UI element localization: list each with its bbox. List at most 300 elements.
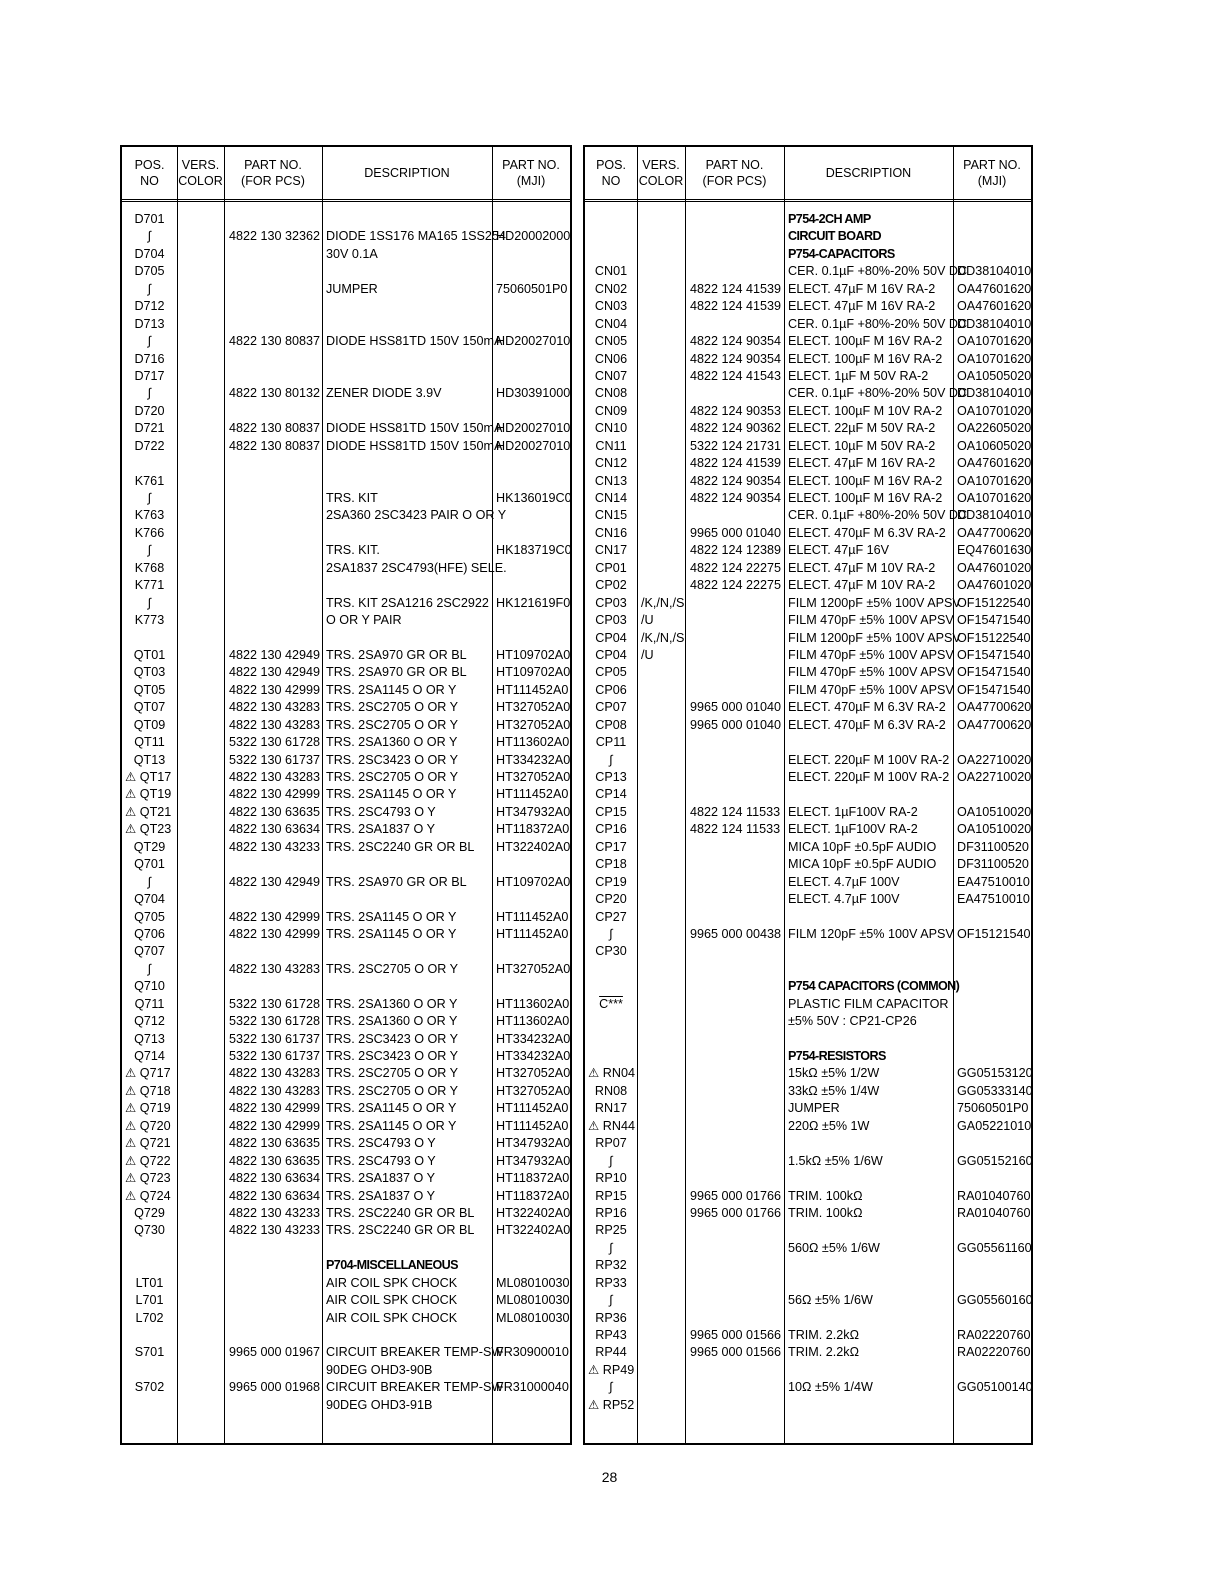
right-cell-pos: RP33	[595, 1275, 627, 1290]
left-cell-pos: D712	[134, 299, 165, 314]
right-header-vers-color: VERS. COLOR	[638, 158, 684, 188]
table-row	[585, 438, 1031, 455]
left-cell-pos: Q714	[134, 1049, 165, 1063]
table-row	[585, 996, 1031, 1013]
right-header-pos-no: POS. NO	[596, 158, 626, 188]
right-cell-pos: RN17	[594, 1101, 628, 1116]
table-row	[122, 1379, 570, 1396]
table-row	[122, 926, 570, 943]
left-cell-pos: ⚠ Q723	[125, 1171, 171, 1186]
left-cell-mji: FR30900010	[496, 1345, 569, 1360]
left-cell-mji: HT118372A0	[496, 1171, 570, 1186]
left-cell-mji: 75060501P0	[496, 281, 568, 296]
left-cell-pos: ⚠ Q724	[125, 1188, 171, 1203]
right-cell-mji: RA01040760	[957, 1205, 1031, 1220]
table-row	[585, 699, 1031, 716]
left-cell-mji: HK136019C0	[496, 491, 572, 505]
left-cell-desc: ZENER DIODE 3.9V	[326, 386, 442, 401]
left-cell-desc: TRS. 2SA1360 O OR Y	[326, 1014, 458, 1029]
left-cell-pos: QT07	[133, 700, 166, 715]
right-header-part-no-pcs: PART NO. (FOR PCS)	[702, 158, 767, 188]
table-row	[585, 1188, 1031, 1205]
right-cell-desc: FILM 1200pF ±5% 100V APSV	[788, 630, 961, 645]
right-cell-pos: C***	[599, 996, 623, 1011]
right-cell-mji: GG05152160	[957, 1153, 1033, 1168]
right-cell-pos: CP04	[595, 630, 627, 645]
right-cell-pos: ∫	[609, 752, 613, 767]
table-row	[585, 246, 1031, 263]
table-row	[122, 1100, 570, 1117]
right-cell-desc: 56Ω ±5% 1/6W	[788, 1293, 873, 1308]
table-row	[122, 385, 570, 402]
left-cell-pos: D701	[134, 212, 165, 226]
left-cell-mji: HT334232A0	[496, 1031, 571, 1046]
left-cell-mji: HT111452A0	[496, 909, 569, 924]
right-cell-pos: ∫	[609, 926, 613, 941]
right-cell-partno: 9965 000 01766	[690, 1205, 782, 1220]
table-row	[585, 1100, 1031, 1117]
right-cell-pos: CN04	[594, 316, 628, 331]
table-row	[122, 595, 570, 612]
table-row	[585, 1379, 1031, 1396]
left-cell-desc: AIR COIL SPK CHOCK	[326, 1310, 458, 1325]
right-cell-pos: RP25	[595, 1223, 627, 1238]
right-cell-pos: CN08	[594, 386, 628, 401]
left-cell-mji: FR31000040	[496, 1380, 569, 1395]
table-row	[122, 420, 570, 437]
right-cell-mji: GG05561160	[957, 1240, 1032, 1255]
right-cell-mji: OA10701620	[957, 491, 1032, 505]
left-cell-pos: ⚠ Q717	[125, 1066, 171, 1081]
table-row	[122, 298, 570, 315]
left-cell-pos: Q704	[134, 892, 165, 907]
right-cell-desc: 10Ω ±5% 1/4W	[788, 1380, 873, 1395]
right-cell-partno: 9965 000 01766	[690, 1188, 782, 1203]
table-row	[122, 438, 570, 455]
left-cell-desc: TRS. 2SC2240 GR OR BL	[326, 839, 475, 854]
table-row	[122, 699, 570, 716]
right-cell-desc: CER. 0.1µF +80%-20% 50V DC	[788, 264, 968, 279]
right-cell-pos: CN12	[594, 456, 628, 471]
left-header-pos-no: POS. NO	[134, 158, 165, 188]
left-cell-pos: ∫	[147, 543, 152, 558]
left-cell-desc: TRS. 2SA1837 O Y	[326, 822, 435, 837]
right-cell-mji: GG05100140	[957, 1380, 1033, 1395]
left-cell-partno: 5322 130 61737	[229, 1049, 321, 1063]
left-cell-desc: TRS. 2SC2240 GR OR BL	[326, 1223, 475, 1238]
table-row	[585, 1397, 1031, 1414]
table-row	[585, 1170, 1031, 1187]
left-cell-pos: Q711	[134, 996, 165, 1011]
table-row	[122, 891, 570, 908]
right-cell-pos: CP05	[595, 665, 627, 680]
right-cell-partno: 4822 124 11533	[690, 822, 781, 837]
left-cell-partno: 4822 130 43283	[229, 1066, 321, 1081]
table-row	[122, 403, 570, 420]
table-row	[122, 263, 570, 280]
table-row	[122, 978, 570, 995]
right-cell-partno: 4822 124 90354	[690, 491, 782, 505]
table-row	[122, 507, 570, 524]
left-cell-desc: AIR COIL SPK CHOCK	[326, 1275, 458, 1290]
right-cell-desc: TRIM. 100kΩ	[788, 1205, 863, 1220]
right-cell-mji: 75060501P0	[957, 1101, 1029, 1116]
table-row	[122, 542, 570, 559]
left-cell-pos: Q713	[134, 1031, 165, 1046]
left-cell-desc: TRS. 2SA1360 O OR Y	[326, 735, 458, 750]
right-cell-desc: P754-2CH AMP	[788, 212, 871, 226]
right-cell-pos: RP32	[595, 1258, 627, 1273]
right-cell-mji: OA47601620	[957, 281, 1032, 296]
table-row	[122, 856, 570, 873]
right-cell-pos: ⚠ RP52	[588, 1397, 635, 1412]
right-cell-pos: CP07	[595, 700, 627, 715]
left-cell-mji: HK183719C0	[496, 543, 572, 558]
table-row	[122, 961, 570, 978]
left-cell-partno: 9965 000 01967	[229, 1345, 321, 1360]
left-cell-partno: 4822 130 43283	[229, 700, 321, 715]
right-cell-pos: CN16	[594, 525, 628, 540]
table-row	[122, 228, 570, 245]
left-cell-partno: 5322 130 61728	[229, 1014, 321, 1029]
left-cell-partno: 4822 130 43283	[229, 770, 321, 784]
table-row	[122, 909, 570, 926]
left-cell-desc: TRS. 2SA1837 O Y	[326, 1188, 435, 1203]
right-cell-pos: RP10	[595, 1171, 627, 1186]
left-cell-desc: 30V 0.1A	[326, 246, 378, 261]
right-cell-desc: ELECT. 47µF M 16V RA-2	[788, 456, 936, 471]
right-cell-partno: 4822 124 90354	[690, 473, 782, 488]
right-table-body	[585, 211, 1031, 1414]
left-cell-pos: QT01	[133, 647, 166, 662]
right-cell-pos: CP01	[595, 560, 627, 575]
table-row	[585, 1240, 1031, 1257]
right-cell-partno: 5322 124 21731	[690, 438, 782, 453]
left-cell-mji: HT111452A0	[496, 682, 569, 697]
right-cell-mji: OA47601620	[957, 456, 1032, 471]
right-cell-pos: CP11	[595, 735, 627, 750]
right-cell-mji: OF15122540	[957, 630, 1031, 645]
left-cell-desc: TRS. 2SA1145 O OR Y	[326, 909, 457, 924]
table-row	[585, 211, 1031, 228]
right-header-description: DESCRIPTION	[825, 166, 912, 180]
right-cell-pos: CN15	[594, 508, 628, 523]
table-row	[585, 263, 1031, 280]
right-cell-mji: GG05153120	[957, 1066, 1033, 1081]
left-cell-partno: 4822 130 43233	[229, 1205, 321, 1220]
table-row	[122, 1205, 570, 1222]
right-cell-desc: P754-CAPACITORS	[788, 246, 895, 261]
left-cell-mji: HT334232A0	[496, 1049, 571, 1063]
left-cell-pos: ∫	[147, 874, 152, 889]
table-row	[122, 943, 570, 960]
right-cell-mji: EA47510010	[957, 874, 1030, 889]
left-cell-desc: JUMPER	[326, 281, 378, 296]
table-row	[122, 647, 570, 664]
table-row	[122, 1327, 570, 1344]
right-cell-mji: DD38104010	[957, 316, 1032, 331]
right-cell-desc: CER. 0.1µF +80%-20% 50V DC	[788, 508, 968, 523]
table-row	[122, 490, 570, 507]
left-cell-desc: TRS. 2SA970 GR OR BL	[326, 665, 467, 680]
table-row	[585, 856, 1031, 873]
right-cell-pos: ∫	[609, 1293, 613, 1308]
right-cell-desc: P754-RESISTORS	[788, 1049, 886, 1063]
left-cell-mji: HD20027010	[496, 334, 571, 349]
right-cell-desc: ELECT. 1µF100V RA-2	[788, 822, 918, 837]
right-cell-partno: 4822 124 41539	[690, 299, 782, 314]
table-row	[122, 316, 570, 333]
left-cell-partno: 9965 000 01968	[229, 1380, 321, 1395]
right-cell-partno: 9965 000 01566	[690, 1345, 782, 1360]
right-cell-mji: OA47700620	[957, 700, 1032, 715]
right-cell-pos: ⚠ RN04	[588, 1066, 635, 1081]
right-cell-vers: /U	[641, 647, 654, 662]
table-row	[585, 821, 1031, 838]
right-cell-mji: GG05333140	[957, 1083, 1033, 1098]
right-cell-mji: OA10701620	[957, 351, 1032, 366]
left-cell-desc: DIODE 1SS176 MA165 1SS254	[326, 229, 506, 244]
right-cell-pos: CP04	[595, 647, 627, 662]
left-cell-mji: HT111452A0	[496, 1101, 569, 1116]
left-cell-pos: QT03	[133, 665, 166, 680]
left-header-description: DESCRIPTION	[364, 166, 450, 180]
right-cell-partno: 4822 124 90354	[690, 334, 782, 349]
right-cell-mji: OA47700620	[957, 525, 1032, 540]
left-cell-desc: TRS. 2SA1145 O OR Y	[326, 926, 457, 941]
left-cell-pos: ∫	[147, 595, 152, 610]
left-cell-pos: D713	[134, 316, 165, 331]
left-cell-desc: TRS. 2SA1145 O OR Y	[326, 1118, 457, 1133]
left-header-part-no-pcs: PART NO. (FOR PCS)	[241, 158, 305, 188]
left-cell-desc: TRS. 2SA1145 O OR Y	[326, 682, 457, 697]
right-cell-vers: /K,/N,/S	[641, 595, 685, 610]
left-cell-pos: ⚠ Q722	[125, 1153, 171, 1168]
table-row	[122, 455, 570, 472]
left-cell-pos: Q730	[134, 1223, 165, 1238]
table-row	[122, 333, 570, 350]
table-row	[122, 664, 570, 681]
table-row	[122, 786, 570, 803]
right-cell-pos: RP43	[595, 1328, 627, 1342]
right-cell-desc: ELECT. 100µF M 16V RA-2	[788, 473, 943, 488]
left-cell-pos: ⚠ Q718	[125, 1083, 171, 1098]
right-cell-mji: RA02220760	[957, 1328, 1031, 1342]
right-cell-mji: OA22710020	[957, 752, 1032, 767]
right-cell-desc: ELECT. 100µF M 16V RA-2	[788, 351, 943, 366]
right-cell-desc: ELECT. 1µF100V RA-2	[788, 804, 918, 819]
table-row	[122, 769, 570, 786]
table-row	[122, 281, 570, 298]
right-cell-desc: CER. 0.1µF +80%-20% 50V DC	[788, 386, 968, 401]
right-cell-mji: DD38104010	[957, 386, 1032, 401]
right-cell-pos: ∫	[609, 1380, 613, 1395]
table-row	[585, 228, 1031, 245]
left-cell-mji: HT113602A0	[496, 1014, 570, 1029]
table-row	[122, 839, 570, 856]
left-cell-mji: HT327052A0	[496, 1083, 571, 1098]
left-cell-desc: O OR Y PAIR	[326, 613, 402, 628]
table-row	[122, 1188, 570, 1205]
right-cell-desc: ELECT. 220µF M 100V RA-2	[788, 770, 950, 784]
right-cell-mji: OA10510020	[957, 804, 1032, 819]
left-cell-desc: TRS. 2SA970 GR OR BL	[326, 647, 467, 662]
left-cell-mji: HT109702A0	[496, 647, 571, 662]
right-cell-mji: DD38104010	[957, 508, 1032, 523]
left-cell-partno: 4822 130 43233	[229, 1223, 321, 1238]
right-cell-partno: 9965 000 01040	[690, 717, 782, 732]
right-cell-mji: OF15471540	[957, 665, 1031, 680]
left-cell-mji: ML08010030	[496, 1310, 570, 1325]
left-cell-partno: 4822 130 43283	[229, 717, 321, 732]
left-cell-partno: 4822 130 63634	[229, 822, 321, 837]
table-row	[122, 1083, 570, 1100]
table-row	[585, 1048, 1031, 1065]
right-cell-mji: OF15121540	[957, 926, 1031, 941]
left-cell-mji: HT334232A0	[496, 752, 571, 767]
left-cell-pos: K773	[134, 613, 165, 628]
right-cell-desc: 15kΩ ±5% 1/2W	[788, 1066, 880, 1081]
left-cell-partno: 4822 130 63634	[229, 1188, 321, 1203]
right-cell-pos: CN09	[594, 403, 628, 418]
right-cell-pos: CP27	[595, 909, 627, 924]
right-cell-partno: 4822 124 90354	[690, 351, 782, 366]
right-cell-pos: RP15	[595, 1188, 627, 1203]
table-row	[585, 978, 1031, 995]
right-cell-pos: CP06	[595, 682, 627, 697]
right-cell-desc: FILM 470pF ±5% 100V APSV	[788, 682, 954, 697]
right-cell-mji: DD38104010	[957, 264, 1032, 279]
table-row	[585, 1362, 1031, 1379]
right-cell-pos: ∫	[609, 1240, 613, 1255]
left-cell-partno: 4822 130 80132	[229, 386, 321, 401]
table-row	[585, 1083, 1031, 1100]
left-cell-mji: HT322402A0	[496, 839, 571, 854]
left-cell-pos: D716	[134, 351, 165, 366]
left-cell-pos: ⚠ QT23	[125, 822, 172, 837]
table-row	[585, 682, 1031, 699]
left-cell-pos: D722	[134, 438, 165, 453]
right-cell-partno: 4822 124 90362	[690, 421, 782, 436]
left-cell-desc: P704-MISCELLANEOUS	[326, 1258, 458, 1273]
right-cell-desc: ELECT. 220µF M 100V RA-2	[788, 752, 950, 767]
right-cell-mji: OA10505020	[957, 368, 1032, 383]
table-row	[585, 525, 1031, 542]
left-cell-desc: TRS. 2SC2705 O OR Y	[326, 717, 459, 732]
right-cell-pos: CN03	[594, 299, 628, 314]
left-cell-partno: 4822 130 42999	[229, 682, 321, 697]
table-row	[122, 473, 570, 490]
left-cell-pos: QT05	[133, 682, 166, 697]
right-cell-mji: EQ47601630	[957, 543, 1032, 558]
right-cell-mji: OA22605020	[957, 421, 1032, 436]
right-cell-mji: OF15471540	[957, 682, 1031, 697]
table-row	[585, 420, 1031, 437]
table-row	[122, 804, 570, 821]
table-row	[122, 1292, 570, 1309]
left-cell-pos: L702	[135, 1310, 164, 1325]
table-row	[122, 1153, 570, 1170]
table-row	[585, 455, 1031, 472]
left-cell-desc: 2SA360 2SC3423 PAIR O OR Y	[326, 508, 507, 523]
right-cell-pos: CN06	[594, 351, 628, 366]
table-row	[122, 1048, 570, 1065]
right-cell-desc: 33kΩ ±5% 1/4W	[788, 1083, 880, 1098]
left-cell-partno: 4822 130 43283	[229, 961, 321, 976]
right-header-rule	[585, 199, 1031, 202]
table-row	[122, 1135, 570, 1152]
right-cell-partno: 9965 000 01040	[690, 700, 782, 715]
left-cell-pos: QT29	[133, 839, 166, 854]
left-cell-partno: 4822 130 63635	[229, 804, 321, 819]
right-cell-pos: RP16	[595, 1205, 627, 1220]
left-cell-pos: Q707	[134, 944, 165, 959]
left-cell-mji: HT347932A0	[496, 1153, 571, 1168]
left-cell-pos: L701	[135, 1293, 164, 1308]
left-cell-desc: TRS. 2SC2705 O OR Y	[326, 700, 459, 715]
right-header-part-no-mji: PART NO. (MJI)	[963, 158, 1021, 188]
right-cell-mji: DF31100520	[957, 839, 1029, 854]
left-cell-partno: 4822 130 42999	[229, 1118, 321, 1133]
table-row	[585, 368, 1031, 385]
left-cell-partno: 4822 130 42999	[229, 909, 321, 924]
right-cell-desc: ELECT. 100µF M 10V RA-2	[788, 403, 943, 418]
right-cell-desc: 1.5kΩ ±5% 1/6W	[788, 1153, 883, 1168]
table-row	[585, 1222, 1031, 1239]
right-cell-pos: CP20	[595, 892, 627, 907]
left-cell-pos: D705	[134, 264, 165, 279]
left-cell-pos: ∫	[147, 961, 152, 976]
right-cell-pos: CN17	[594, 543, 628, 558]
table-row	[122, 1118, 570, 1135]
left-cell-partno: 4822 130 63634	[229, 1171, 321, 1186]
table-row	[585, 717, 1031, 734]
left-cell-desc: TRS. KIT 2SA1216 2SC2922	[326, 595, 489, 610]
right-cell-desc: ELECT. 47µF M 10V RA-2	[788, 578, 936, 593]
left-table-body	[122, 211, 570, 1414]
left-cell-pos: ∫	[147, 386, 152, 401]
table-row	[122, 368, 570, 385]
left-cell-mji: HT322402A0	[496, 1205, 571, 1220]
right-cell-pos: ⚠ RN44	[588, 1118, 635, 1133]
left-cell-pos: Q712	[134, 1014, 165, 1029]
right-cell-partno: 4822 124 22275	[690, 578, 782, 593]
left-cell-desc: TRS. 2SA1145 O OR Y	[326, 1101, 457, 1116]
right-cell-desc: CIRCUIT BOARD	[788, 229, 881, 244]
left-cell-mji: HT327052A0	[496, 961, 571, 976]
right-cell-partno: 4822 124 12389	[690, 543, 782, 558]
table-row	[122, 874, 570, 891]
table-row	[585, 281, 1031, 298]
right-cell-desc: ELECT. 47µF M 16V RA-2	[788, 299, 936, 314]
left-cell-pos: QT09	[133, 717, 166, 732]
table-row	[585, 734, 1031, 751]
right-cell-pos: CP02	[595, 578, 627, 593]
table-row	[585, 403, 1031, 420]
left-cell-mji: HT113602A0	[496, 735, 570, 750]
right-cell-pos: CN10	[594, 421, 628, 436]
table-row	[585, 769, 1031, 786]
left-cell-pos: K771	[134, 578, 165, 593]
right-cell-desc: TRIM. 2.2kΩ	[788, 1345, 859, 1360]
left-cell-partno: 5322 130 61737	[229, 1031, 321, 1046]
table-row	[122, 612, 570, 629]
left-parts-table	[120, 145, 572, 1445]
left-cell-desc: TRS. 2SC2705 O OR Y	[326, 1066, 459, 1081]
right-cell-pos: CP14	[595, 787, 627, 802]
right-cell-mji: OA10701620	[957, 334, 1032, 349]
left-cell-desc: 90DEG OHD3-91B	[326, 1397, 433, 1412]
